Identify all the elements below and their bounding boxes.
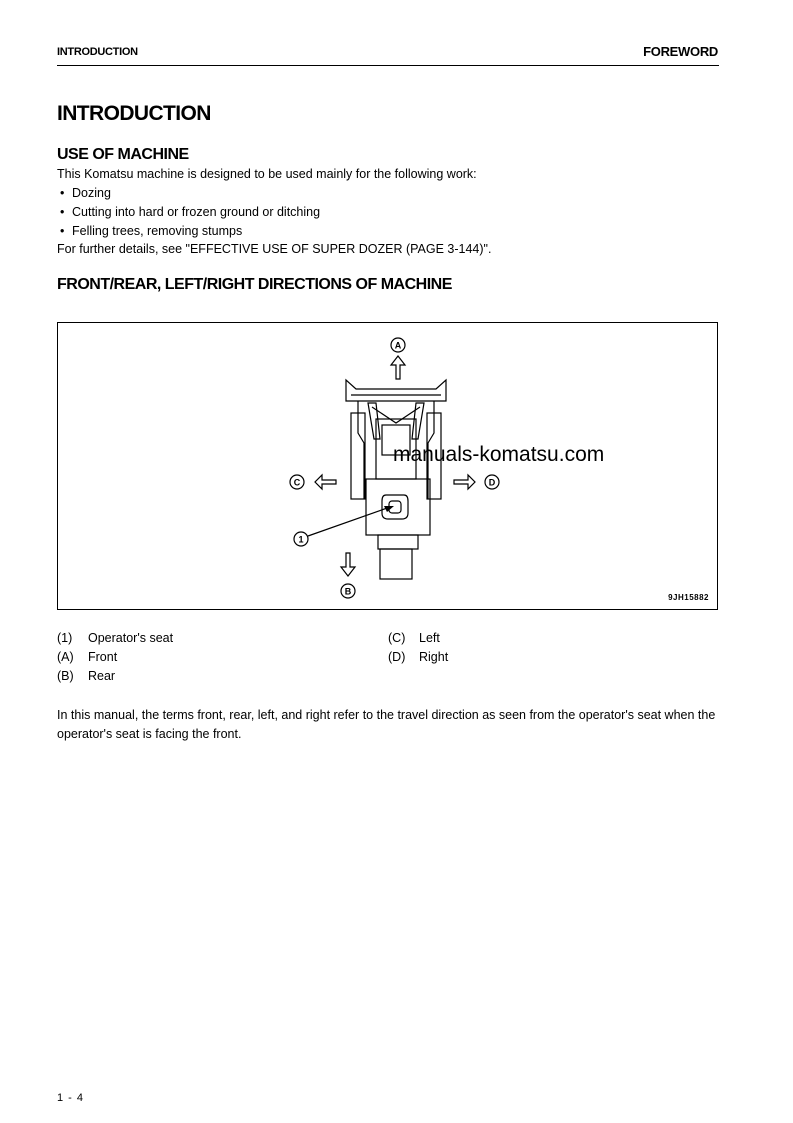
label-1: 1: [298, 534, 304, 545]
left-arrow: [315, 475, 336, 489]
label-b: B: [344, 586, 352, 597]
frame-brace: [372, 407, 420, 423]
legend-label: Right: [419, 650, 449, 664]
label-c: C: [293, 477, 301, 488]
directions-heading: FRONT/REAR, LEFT/RIGHT DIRECTIONS OF MACHINE: [57, 276, 452, 293]
legend-key: (1): [57, 631, 73, 645]
legend-key: (A): [57, 650, 74, 664]
blade-outline: [346, 380, 446, 401]
directions-note: In this manual, the terms front, rear, left, and right refer to the travel direction as seen from the operator's seat when the operator's seat is facing the front.: [57, 708, 716, 741]
legend-label: Left: [419, 631, 440, 645]
list-item: • Felling trees, removing stumps: [60, 222, 320, 241]
cab: [366, 479, 430, 535]
legend-item-left: [388, 631, 440, 645]
rear-arrow: [341, 553, 355, 576]
legend-item-right: [388, 650, 448, 664]
page-number: 1 - 4: [57, 1092, 85, 1104]
machine-diagram: [58, 323, 719, 611]
list-item: • Dozing: [60, 184, 320, 203]
ripper: [380, 549, 412, 579]
further-details: For further details, see "EFFECTIVE USE OF SUPER DOZER (PAGE 3-144)".: [57, 242, 492, 256]
use-of-machine-heading: USE OF MACHINE: [57, 146, 189, 163]
machine-directions-figure: [57, 322, 718, 610]
right-arrow: [454, 475, 475, 489]
front-arrow: [391, 356, 405, 379]
legend-item-rear: [57, 669, 115, 683]
header-rule: [57, 65, 719, 66]
legend-item-seat: [57, 631, 173, 645]
legend-key: (C): [388, 631, 406, 645]
legend-key: (D): [388, 650, 406, 664]
legend-label: Operator's seat: [88, 631, 174, 645]
label-d: D: [488, 477, 496, 488]
header-section: INTRODUCTION: [57, 46, 138, 58]
left-push-arm: [358, 401, 364, 499]
legend-label: Rear: [88, 669, 116, 683]
legend-label: Front: [88, 650, 118, 664]
header-chapter: FOREWORD: [643, 44, 718, 59]
figure-code: 9JH15882: [668, 593, 709, 602]
use-of-machine-intro: This Komatsu machine is designed to be used mainly for the following work:: [57, 167, 477, 181]
work-list: [60, 184, 320, 241]
legend-key: (B): [57, 669, 74, 683]
page-title: INTRODUCTION: [57, 102, 211, 125]
label-a: A: [394, 340, 402, 351]
list-item: • Cutting into hard or frozen ground or ditching: [60, 203, 320, 222]
watermark: manuals-komatsu.com: [393, 443, 605, 466]
rear-frame: [378, 535, 418, 549]
legend-item-front: [57, 650, 117, 664]
seat-leader-line: [308, 507, 390, 536]
